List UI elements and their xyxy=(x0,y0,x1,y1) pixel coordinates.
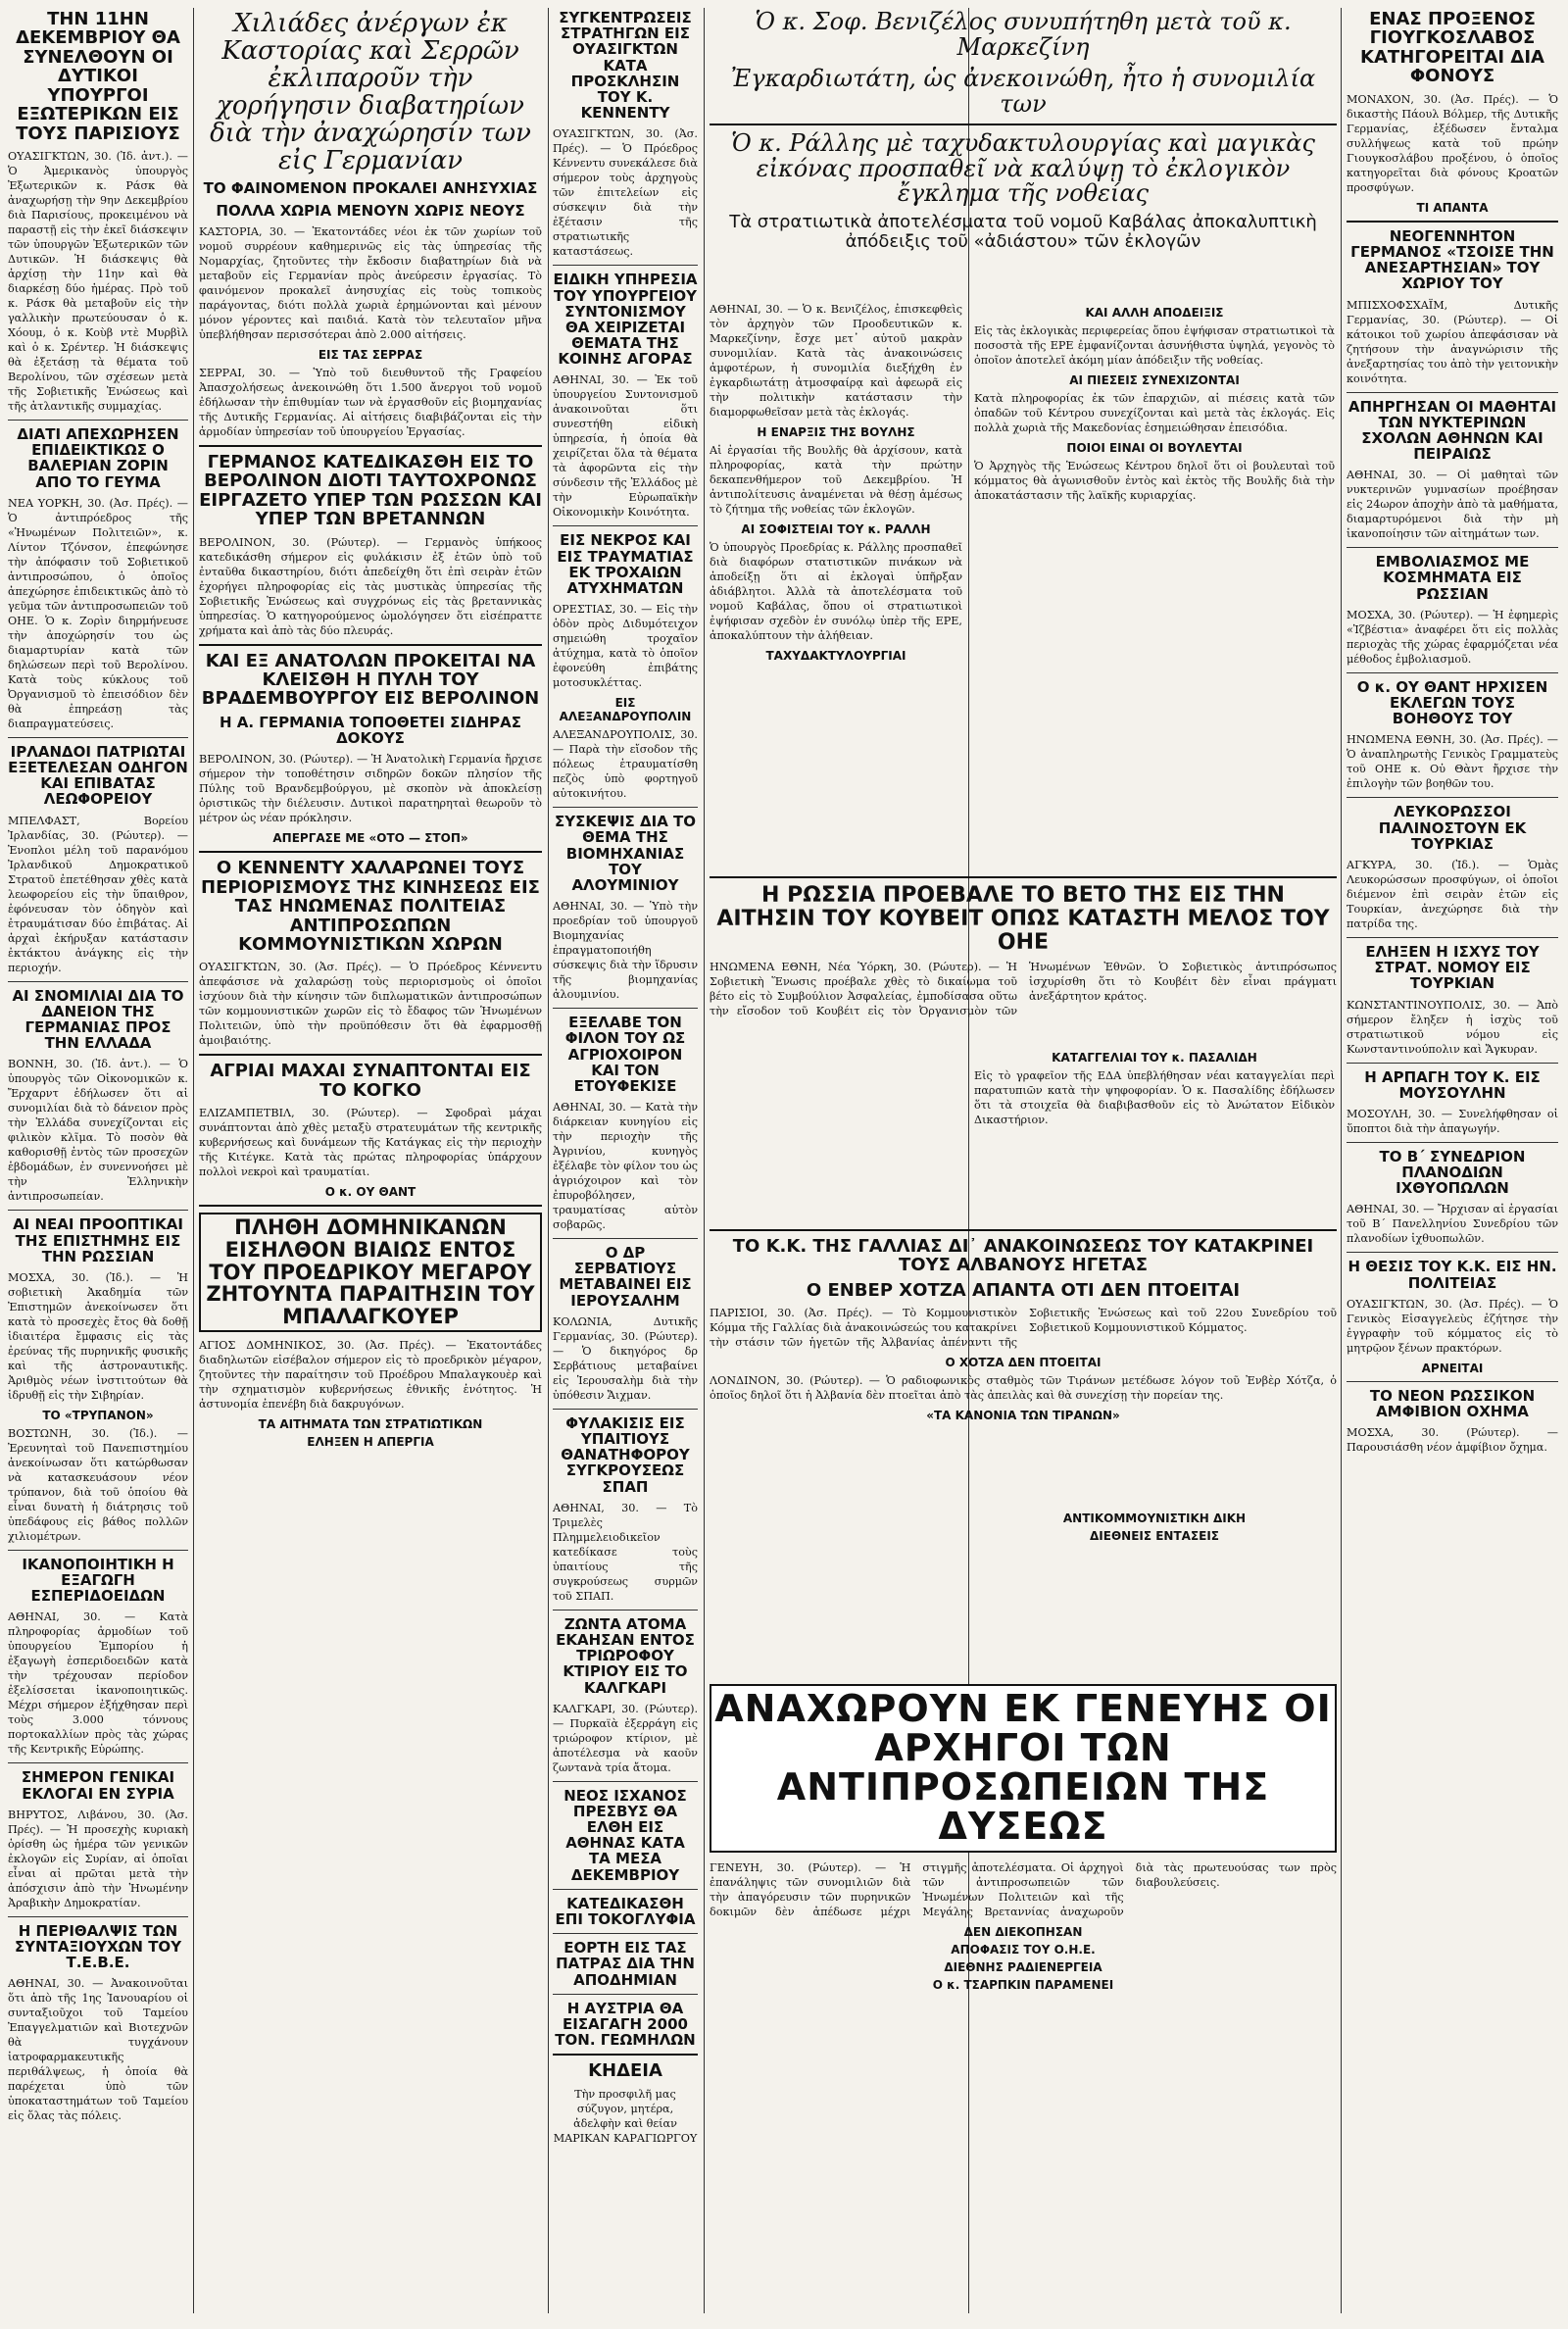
column-rule xyxy=(704,8,705,2313)
headline: ΕΝΑΣ ΠΡΟΞΕΝΟΣ ΓΙΟΥΓΚΟΣΛΑΒΟΣ ΚΑΤΗΓΟΡΕΙΤΑΙ ΔΙΑ ΦΟΝΟΥΣ xyxy=(1360,9,1544,87)
article-body: ΛΟΝΔΙΝΟΝ, 30. (Ρώυτερ). — Ὁ ραδιοφωνικὸς σταθμὸς τῶν Τιράνων μετέδωσε λόγον τοῦ Ἐνβὲρ Χότζα, ὁ ὁποῖος δηλοῖ ὅτι ἡ Ἀλβανία δὲν πτοεῖται ἀπὸ τὰς ἀπειλὰς καὶ θὰ συνεχίσῃ τὴν πορείαν της. xyxy=(710,1374,1337,1403)
column-6 xyxy=(1347,8,1558,2313)
column-3 xyxy=(553,8,698,2313)
article-body: ΜΠΙΣΧΟΦΣΧΑΪΜ, Δυτικῆς Γερμανίας, 30. (Ρώυτερ). — Οἱ κάτοικοι τοῦ χωρίου ἀπεφάσισαν νὰ ζητήσουν τὴν ἀναγνώρισιν τῆς ἀνεξαρτησίας του ἀπὸ τὴν γειτονικὴν κοινότητα. xyxy=(1347,298,1558,385)
headline: ΕΙΣ ΝΕΚΡΟΣ ΚΑΙ ΕΙΣ ΤΡΑΥΜΑΤΙΑΣ ΕΚ ΤΡΟΧΑΙΩΝ ΑΤΥΧΗΜΑΤΩΝ xyxy=(557,531,694,597)
article-body: Αἱ ἐργασίαι τῆς Βουλῆς θὰ ἀρχίσουν, κατὰ πληροφορίας, κατὰ τὴν πρώτην δεκαπενθήμερον τοῦ Δεκεμβρίου. Ἡ ἀντιπολίτευσις ἀναμένεται νὰ θέσῃ ἀμέσως τὸ ζήτημα τῆς νοθείας τῶν ἐκλογῶν. xyxy=(710,444,962,516)
subheading: ΠΟΙΟΙ ΕΙΝΑΙ ΟΙ ΒΟΥΛΕΥΤΑΙ xyxy=(1066,441,1243,455)
article-body: ΑΛΕΞΑΝΔΡΟΥΠΟΛΙΣ, 30. — Παρὰ τὴν εἴσοδον τῆς πόλεως ἐτραυματίσθη πεζὸς ὑπὸ φορτηγοῦ αὐτοκινήτου. xyxy=(553,728,698,801)
headline: ΔΙΑΤΙ ΑΠΕΧΩΡΗΣΕΝ ΕΠΙΔΕΙΚΤΙΚΩΣ Ο ΒΑΛΕΡΙΑΝ ΖΟΡΙΝ ΑΠΟ ΤΟ ΓΕΥΜΑ xyxy=(17,425,179,491)
article-body: ΟΥΑΣΙΓΚΤΩΝ, 30. (Ἀσ. Πρές). — Ὁ Πρόεδρος Κέννεντυ ἀπεφάσισε νὰ χαλαρώσῃ τοὺς περιορισμοὺς οἱ ὁποῖοι ἰσχύουν διὰ τὴν κίνησιν τῶν διπλωματικῶν ἀντιπροσώπων τῶν κομμουνιστικῶν χωρῶν εἰς τὸ ἔδαφος τῶν Ἡνωμένων Πολιτειῶν, ὑπὸ τὴν προϋπόθεσιν ὅτι θὰ ἐφαρμοσθῇ ἀμοιβαιότης. xyxy=(199,961,542,1048)
article-body: ΒΕΡΟΛΙΝΟΝ, 30. (Ρώυτερ). — Γερμανὸς ὑπήκοος κατεδικάσθη σήμερον εἰς φυλάκισιν ἐξ ἐτῶν ὑπὸ τοῦ ἐνταῦθα δικαστηρίου, διότι ἀπεδείχθη ὅτι ἐπὶ σειρὰν ἐτῶν ἐχορήγει πληροφορίας εἰς τὰς μυστικὰς ὑπηρεσίας τῆς Σοβιετικῆς Ἑνώσεως καὶ συγχρόνως εἰς τὰς βρεταννικὰς ὑπηρεσίας. Ὁ κατηγορούμενος ὡμολόγησεν ὅτι εἰσέπραττε χρήματα καὶ ἀπὸ τὰς δύο πλευράς. xyxy=(199,535,542,637)
article-body: ΑΘΗΝΑΙ, 30. — Ἤρχισαν αἱ ἐργασίαι τοῦ Β΄ Πανελληνίου Συνεδρίου τῶν πλανοδίων ἰχθυοπωλῶν. xyxy=(1347,1203,1558,1246)
article-body: ΟΥΑΣΙΓΚΤΩΝ, 30. (Ἰδ. ἀντ.). — Ὁ Ἀμερικανὸς ὑπουργὸς Ἐξωτερικῶν κ. Ράσκ θὰ ἀναχωρήσῃ τὴν 9ην Δεκεμβρίου διὰ Παρισίους, προκειμένου νὰ παραστῇ εἰς τὴν ἐκεῖ διάσκεψιν τῶν ὑπουργῶν Ἐξωτερικῶν τῶν Δυτικῶν. Ἡ διάσκεψις θὰ ἀρχίσῃ τὴν 11ην καὶ θὰ διαρκέσῃ δύο ἡμέρας. Πρὸ τοῦ κ. Ράσκ θὰ μεταβοῦν εἰς τὴν γαλλικὴν πρωτεύουσαν ὁ κ. Χόουμ, ὁ κ. Κοὺβ ντὲ Μυρβὶλ καὶ ὁ κ. Σρέντερ. Ἡ διάσκεψις θὰ ἐξετάσῃ τὰ θέματα τοῦ Βερολίνου, τῶν σχέσεων μετὰ τῆς Σοβιετικῆς Ἑνώσεως καὶ τῆς ἀτλαντικῆς συμμαχίας. xyxy=(8,150,188,414)
headline: Η ΠΕΡΙΘΑΛΨΙΣ ΤΩΝ ΣΥΝΤΑΞΙΟΥΧΩΝ ΤΟΥ Τ.Ε.Β.Ε. xyxy=(14,1921,182,1972)
headline: ΚΑΙ ΕΞ ΑΝΑΤΟΛΩΝ ΠΡΟΚΕΙΤΑΙ ΝΑ ΚΛΕΙΣΘΗ Η ΠΥΛΗ ΤΟΥ ΒΡΑΔΕΜΒΟΥΡΓΟΥ ΕΙΣ ΒΕΡΟΛΙΝΟΝ xyxy=(201,650,540,710)
article-body: ΑΓΙΟΣ ΔΟΜΗΝΙΚΟΣ, 30. (Ἀσ. Πρές). — Ἐκατοντάδες διαδηλωτῶν εἰσέβαλον σήμερον εἰς τὸ προεδρικὸν μέγαρον, ζητοῦντες τὴν παραίτησιν τοῦ Προέδρου Μπαλαγκουὲρ καὶ τὴν σχηματισμὸν κυβερνήσεως ἐθνικῆς ἑνότητος. Ἡ ἀστυνομία ἐπενέβη διὰ δακρυγόνων. xyxy=(199,1338,542,1411)
headline: ΕΟΡΤΗ ΕΙΣ ΤΑΣ ΠΑΤΡΑΣ ΔΙΑ ΤΗΝ ΑΠΟΔΗΜΙΑΝ xyxy=(556,1939,695,1989)
article-body: ΑΘΗΝΑΙ, 30. — Ὁ κ. Βενιζέλος, ἐπισκεφθεὶς τὸν ἀρχηγὸν τῶν Προοδευτικῶν κ. Μαρκεζίνην, ἔσχε μετ᾽ αὐτοῦ μακρὰν συνομιλίαν. Κατὰ τὰς ἀνακοινώσεις ἀμφοτέρων, ἡ συνομιλία διεξήχθη ἐν ἐγκαρδιωτάτῃ ἀτμοσφαίρᾳ καὶ ἀφεωρᾶ εἰς τὴν πολιτικὴν κατάστασιν τὴν διαμορφωθεῖσαν μετὰ τὰς ἐκλογάς. xyxy=(710,303,962,419)
headline: ΙΚΑΝΟΠΟΙΗΤΙΚΗ Η ΕΞΑΓΩΓΗ ΕΣΠΕΡΙΔΟΕΙΔΩΝ xyxy=(22,1555,174,1606)
geneva-spread xyxy=(710,1684,1337,2313)
headline: ΑΠΗΡΓΗΣΑΝ ΟΙ ΜΑΘΗΤΑΙ ΤΩΝ ΝΥΚΤΕΡΙΝΩΝ ΣΧΟΛΩΝ ΑΘΗΝΩΝ ΚΑΙ ΠΕΙΡΑΙΩΣ xyxy=(1348,397,1557,464)
column-rule xyxy=(193,8,194,2313)
subheading: ΕΙΣ ΤΑΣ ΣΕΡΡΑΣ xyxy=(318,347,423,362)
article-body: ΒΟΝΝΗ, 30. (Ἰδ. ἀντ.). — Ὁ ὑπουργὸς τῶν Οἰκονομικῶν κ. Ἔρχαρντ ἐδήλωσεν ὅτι αἱ συνομιλίαι διὰ τὸ δάνειον πρὸς τὴν Ἑλλάδα συνεχίζονται εἰς φιλικὸν κλῖμα. Τὸ ποσὸν θὰ καθορισθῇ ἐντὸς τῶν προσεχῶν ἑβδομάδων, ἐν συνεννοήσει μὲ τὴν Ἑλληνικὴν ἀντιπροσωπείαν. xyxy=(8,1058,188,1204)
article-body: ΝΕΑ ΥΟΡΚΗ, 30. (Ἀσ. Πρές). — Ὁ ἀντιπρόεδρος τῆς «Ἡνωμένων Πολιτειῶν», κ. Λίντον Τζόνσον, ἐπεφώνησε τὴν ἀπόφασιν τοῦ Σοβιετικοῦ ἀντιπροσώπου, ὁ ὁποῖος ἀπεχώρησε ἐπιδεικτικῶς ἀπὸ τὸ γεῦμα τῶν ἀντιπροσωπειῶν τοῦ ΟΗΕ. Ὁ κ. Ζορὶν διηρμήνευσε τὴν ἀποχώρησίν του ὡς διαμαρτυρίαν κατὰ τῶν δηλώσεων περὶ τοῦ Βερολίνου. Κατὰ τοὺς κύκλους τοῦ Ὀργανισμοῦ τὸ ἐπεισόδιον δὲν θὰ ἐπηρεάσῃ τὰς διαπραγματεύσεις. xyxy=(8,496,188,730)
headline: Χιλιάδες ἀνέργων ἐκ Καστορίας καὶ Σερρῶν ἐκλιπαροῦν τὴν χορήγησιν διαβατηρίων διὰ τὴν ἀναχώρησίν των εἰς Γερμανίαν xyxy=(210,9,531,176)
article-body: Ὁ Ἀρχηγὸς τῆς Ἑνώσεως Κέντρου δηλοῖ ὅτι οἱ βουλευταὶ τοῦ κόμματος θὰ ἀγωνισθοῦν ἐντὸς καὶ ἐκτὸς τῆς Βουλῆς διὰ τὴν ἀποκατάστασιν τῆς λαϊκῆς κυριαρχίας. xyxy=(974,460,1335,502)
article-body: ΜΟΣΧΑ, 30. (Ρώυτερ). — Παρουσιάσθη νέον ἀμφίβιον ὄχημα. xyxy=(1347,1426,1558,1455)
headline: ΑΙ ΣΝΟΜΙΛΙΑΙ ΔΙΑ ΤΟ ΔΑΝΕΙΟΝ ΤΗΣ ΓΕΡΜΑΝΙΑΣ ΠΡΟΣ ΤΗΝ ΕΛΛΑΔΑ xyxy=(12,986,184,1053)
article-body: Εἰς τὰς ἐκλογικὰς περιφερείας ὅπου ἐψήφισαν στρατιωτικοὶ τὰ ποσοστὰ τῆς ΕΡΕ ἐμφανίζονται ἀσυνήθιστα ὑψηλά, γεγονὸς τὸ ὁποῖον ἀποτελεῖ ἀκόμη μίαν ἀπόδειξιν τῆς νοθείας. xyxy=(974,324,1335,367)
article-body: ΒΟΣΤΩΝΗ, 30. (Ἰδ.). — Ἐρευνηταὶ τοῦ Πανεπιστημίου ἀνεκοίνωσαν ὅτι κατώρθωσαν νὰ κατασκευάσουν νέον τρύπανον, διὰ τοῦ ὁποίου θὰ εἶναι δυνατὴ ἡ διάτρησις τοῦ ὑπεδάφους εἰς βάθος πολλῶν χιλιομέτρων. xyxy=(8,1426,188,1543)
subheading: ΑΡΝΕΙΤΑΙ xyxy=(1421,1361,1484,1375)
article-body: ΑΘΗΝΑΙ, 30. — Ὑπὸ τὴν προεδρίαν τοῦ ὑπουργοῦ Βιομηχανίας ἐπραγματοποιήθη σύσκεψις διὰ τὴν ἵδρυσιν τῆς βιομηχανίας ἀλουμινίου. xyxy=(553,900,698,1002)
article-body: ΣΕΡΡΑΙ, 30. — Ὑπὸ τοῦ διευθυντοῦ τῆς Γραφείου Ἀπασχολήσεως ἀνεκοινώθη ὅτι 1.500 ἄνεργοι τοῦ νομοῦ ἐδήλωσαν τὴν ἐπιθυμίαν των νὰ ἐργασθοῦν εἰς βιομηχανίας τῆς Δυτικῆς Γερμανίας. Αἱ αἰτήσεις διαβιβάζονται εἰς τὴν ἁρμοδίαν ὑπηρεσίαν τοῦ ὑπουργείου Ἐργασίας. xyxy=(199,366,542,438)
article-body: ΟΡΕΣΤΙΑΣ, 30. — Εἰς τὴν ὁδὸν πρὸς Διδυμότειχον σημειώθη τροχαῖον ἀτύχημα, κατὰ τὸ ὁποῖον ἐφονεύθη ἐπιβάτης μοτοσυκλέττας. xyxy=(553,603,698,690)
article-body: ΗΝΩΜΕΝΑ ΕΘΝΗ, Νέα Ὑόρκη, 30. (Ρώυτερ). — Ἡ Σοβιετικὴ Ἕνωσις προέβαλε χθὲς τὸ δικαίωμα τοῦ βέτο εἰς τὸ Συμβούλιον Ἀσφαλείας, ἐμποδίσασα οὕτω τὴν εἴσοδον τοῦ Κουβέιτ εἰς τὸν Ὀργανισμὸν τῶν Ἡνωμένων Ἐθνῶν. Ὁ Σοβιετικὸς ἀντιπρόσωπος ἰσχυρίσθη ὅτι τὸ Κουβέιτ δὲν εἶναι πράγματι ἀνεξάρτητον κράτος. xyxy=(710,961,1337,1018)
subheadline: ΠΟΛΛΑ ΧΩΡΙΑ ΜΕΝΟΥΝ ΧΩΡΙΣ ΝΕΟΥΣ xyxy=(216,201,525,220)
subheading: ΔΕΝ ΔΙΕΚΟΠΗΣΑΝ xyxy=(963,1924,1083,1939)
article-body: ΜΟΣΟΥΛΗ, 30. — Συνελήφθησαν οἱ ὕποπτοι διὰ τὴν ἀπαγωγήν. xyxy=(1347,1107,1558,1135)
kuwait-spread xyxy=(710,870,1337,1027)
column-2 xyxy=(199,8,542,2313)
column-rule xyxy=(1341,8,1342,2313)
article-body: ΗΝΩΜΕΝΑ ΕΘΝΗ, 30. (Ἀσ. Πρές). — Ὁ ἀναπληρωτὴς Γενικὸς Γραμματεὺς τοῦ ΟΗΕ κ. Οὐ Θὰντ ἤρχισε τὴν ἐπιλογὴν τῶν βοηθῶν του. xyxy=(1347,733,1558,791)
article-body: ΑΓΚΥΡΑ, 30. (Ἰδ.). — Ὁμὰς Λευκορώσσων προσφύγων, οἱ ὁποῖοι διέμενον ἐπὶ σειρὰν ἐτῶν εἰς Τουρκίαν, ἀνεχώρησε διὰ τὴν πατρίδα της. xyxy=(1347,858,1558,930)
headline: ΖΩΝΤΑ ΑΤΟΜΑ ΕΚΑΗΣΑΝ ΕΝΤΟΣ ΤΡΙΩΡΟΦΟΥ ΚΤΙΡΙΟΥ ΕΙΣ ΤΟ ΚΑΛΓΚΑΡΙ xyxy=(556,1614,695,1697)
subheading: ΤΙ ΑΠΑΝΤΑ xyxy=(1416,200,1489,215)
subheading: ΑΙ ΣΟΦΙΣΤΕΙΑΙ ΤΟΥ κ. ΡΑΛΛΗ xyxy=(741,522,931,536)
headline: Η ΑΥΣΤΡΙΑ ΘΑ ΕΙΣΑΓΑΓΗ 2000 ΤΟΝ. ΓΕΩΜΗΛΩΝ xyxy=(555,1999,696,2050)
subheading: ΑΙ ΠΙΕΣΕΙΣ ΣΥΝΕΧΙΖΟΝΤΑΙ xyxy=(1069,373,1240,387)
article-body: ΚΟΛΩΝΙΑ, Δυτικῆς Γερμανίας, 30. (Ρώυτερ). — Ὁ δικηγόρος δρ Σερβάτιους μεταβαίνει εἰς Ἱερουσαλὴμ διὰ τὴν ὑπόθεσιν Ἄιχμαν. xyxy=(553,1314,698,1402)
column-rule xyxy=(548,8,549,2313)
article-body: ΜΟΝΑΧΟΝ, 30. (Ἀσ. Πρές). — Ὁ δικαστὴς Πάουλ Βόλμερ, τῆς Δυτικῆς Γερμανίας, ἐξέδωσεν ἔνταλμα συλλήψεως κατὰ τοῦ πρώην Γιουγκοσλάβου προξένου, ὁ ὁποῖος κατηγορεῖται διὰ φόνους Κροατῶν προσφύγων. xyxy=(1347,92,1558,194)
subheading: ΤΑΧΥΔΑΚΤΥΛΟΥΡΓΙΑΙ xyxy=(765,649,906,663)
article-body: ΟΥΑΣΙΓΚΤΩΝ, 30. (Ἀσ. Πρές). — Ὁ Πρόεδρος Κέννεντυ συνεκάλεσε διὰ σήμερον τοὺς ἀρχηγοὺς τῶν ἐπιτελείων εἰς σύσκεψιν διὰ τὴν ἐξέτασιν τῆς στρατιωτικῆς καταστάσεως. xyxy=(553,127,698,259)
subheading: ΚΑΙ ΑΛΛΗ ΑΠΟΔΕΙΞΙΣ xyxy=(1085,306,1224,320)
newspaper-page xyxy=(8,8,1560,2313)
headline: Ὁ κ. Ράλλης μὲ ταχυδακτυλουργίας καὶ μαγικὰς εἰκόνας προσπαθεῖ νὰ καλύψῃ τὸ ἐκλογικὸν ἔγκλημα τῆς νοθείας xyxy=(731,128,1315,208)
subheading: ΕΛΗΞΕΝ Η ΑΠΕΡΓΙΑ xyxy=(307,1434,434,1449)
headline: Η ΑΡΠΑΓΗ ΤΟΥ Κ. ΕΙΣ ΜΟΥΣΟΥΛΗΝ xyxy=(1364,1067,1541,1102)
headline: ΑΓΡΙΑΙ ΜΑΧΑΙ ΣΥΝΑΠΤΟΝΤΑΙ ΕΙΣ ΤΟ ΚΟΓΚΟ xyxy=(210,1061,531,1101)
banner-headline: ΑΝΑΧΩΡΟΥΝ ΕΚ ΓΕΝΕΥΗΣ ΟΙ ΑΡΧΗΓΟΙ ΤΩΝ ΑΝΤΙΠΡΟΣΩΠΕΙΩΝ ΤΗΣ ΔΥΣΕΩΣ xyxy=(710,1684,1337,1853)
subheadline: Ο ΕΝΒΕΡ ΧΟΤΖΑ ΑΠΑΝΤΑ ΟΤΙ ΔΕΝ ΠΤΟΕΙΤΑΙ xyxy=(806,1279,1241,1301)
subheading: ΔΙΕΘΝΕΙΣ ΕΝΤΑΣΕΙΣ xyxy=(1090,1529,1219,1543)
subheading: ΤΟ «ΤΡΥΠΑΝΟΝ» xyxy=(42,1408,154,1422)
headline: Ο ΔΡ ΣΕΡΒΑΤΙΟΥΣ ΜΕΤΑΒΑΙΝΕΙ ΕΙΣ ΙΕΡΟΥΣΑΛΗΜ xyxy=(559,1244,692,1310)
headline: ΑΙ ΝΕΑΙ ΠΡΟΟΠΤΙΚΑΙ ΤΗΣ ΕΠΙΣΤΗΜΗΣ ΕΙΣ ΤΗΝ ΡΩΣΣΙΑΝ xyxy=(13,1215,183,1265)
headline: ΝΕΟΣ ΙΣΧΑΝΟΣ ΠΡΕΣΒΥΣ ΘΑ ΕΛΘΗ ΕΙΣ ΑΘΗΝΑΣ ΚΑΤΑ ΤΑ ΜΕΣΑ ΔΕΚΕΜΒΡΙΟΥ xyxy=(564,1786,687,1884)
headline: ΕΜΒΟΛΙΑΣΜΟΣ ΜΕ ΚΟΣΜΗΜΑΤΑ ΕΙΣ ΡΩΣΣΙΑΝ xyxy=(1375,553,1530,603)
article-body: ΑΘΗΝΑΙ, 30. — Κατὰ τὴν διάρκειαν κυνηγίου εἰς τὴν περιοχὴν τῆς Ἀγρινίου, κυνηγὸς ἐξέλαβε τὸν φίλον του ὡς ἀγριόχοιρον καὶ τὸν ἐπυροβόλησεν, τραυματίσας αὐτὸν σοβαρῶς. xyxy=(553,1101,698,1232)
subheading: Ο κ. ΤΣΑΡΠΚΙΝ ΠΑΡΑΜΕΝΕΙ xyxy=(932,1977,1114,1992)
article-body: ΑΘΗΝΑΙ, 30. — Ἐκ τοῦ ὑπουργείου Συντονισμοῦ ἀνακοινοῦται ὅτι συνεστήθη εἰδικὴ ὑπηρεσία, ἡ ὁποία θὰ χειρίζεται ὅλα τὰ θέματα τὰ ἀφορῶντα εἰς τὴν σύνδεσιν τῆς Ἑλλάδος μὲ τὴν Εὐρωπαϊκὴν Οἰκονομικὴν Κοινότητα. xyxy=(553,373,698,520)
article-body: ΜΟΣΧΑ, 30. (Ἰδ.). — Ἡ σοβιετικὴ Ἀκαδημία τῶν Ἐπιστημῶν ἀνεκοίνωσεν ὅτι κατὰ τὸ προσεχὲς ἔτος θὰ δοθῇ ἰδιαιτέρα ἔμφασις εἰς τὰς ἐρεύνας τῆς πυρηνικῆς φυσικῆς καὶ τῆς ἀστροναυτικῆς. Ἀριθμὸς νέων ἰνστιτούτων θὰ ἱδρυθῇ εἰς τὴν Σιβηρίαν. xyxy=(8,1270,188,1402)
article-body: Εἰς τὸ γραφεῖον τῆς ΕΔΑ ὑπεβλήθησαν νέαι καταγγελίαι περὶ παρατυπιῶν κατὰ τὴν ψηφοφορίαν. Ὁ κ. Πασαλίδης ἐδήλωσεν ὅτι τὰ στοιχεῖα θὰ διαβιβασθοῦν εἰς τὸ Ἀνώτατον Εἰδικὸν Δικαστήριον. xyxy=(974,1069,1335,1126)
headline: ΤΟ Β΄ ΣΥΝΕΔΡΙΟΝ ΠΛΑΝΟΔΙΩΝ ΙΧΘΥΟΠΩΛΩΝ xyxy=(1379,1147,1526,1198)
headline: ΕΞΕΛΑΒΕ ΤΟΝ ΦΙΛΟΝ ΤΟΥ ΩΣ ΑΓΡΙΟΧΟΙΡΟΝ ΚΑΙ ΤΟΝ ΕΤΟΥΦΕΚΙΣΕ xyxy=(564,1014,686,1095)
article-body: ΚΑΣΤΟΡΙΑ, 30. — Ἐκατοντάδες νέοι ἐκ τῶν χωρίων τοῦ νομοῦ συρρέουν καθημερινῶς εἰς τὰς ὑπηρεσίας τῆς Νομαρχίας, ζητοῦντες τὴν ἔκδοσιν διαβατηρίων διὰ νὰ μεταβοῦν εἰς Γερμανίαν πρὸς ἀνεύρεσιν ἐργασίας. Τὸ φαινόμενον προκαλεῖ ἀνησυχίας εἰς τοὺς τοπικοὺς παράγοντας, διότι πολλὰ χωριὰ ἐρημώνονται καὶ μένουν μόνον γέροντες καὶ παιδιά. Κατὰ τὸν τελευταῖον μῆνα ὑπεβλήθησαν περισσότεραι ἀπὸ 2.000 αἰτήσεις. xyxy=(199,224,542,341)
headline: ΙΡΛΑΝΔΟΙ ΠΑΤΡΙΩΤΑΙ ΕΞΕΤΕΛΕΣΑΝ ΟΔΗΓΟΝ ΚΑΙ ΕΠΙΒΑΤΑΣ ΛΕΩΦΟΡΕΙΟΥ xyxy=(8,742,188,809)
headline: Ο κ. ΟΥ ΘΑΝΤ ΗΡΧΙΣΕΝ ΕΚΛΕΓΩΝ ΤΟΥΣ ΒΟΗΘΟΥΣ ΤΟΥ xyxy=(1356,677,1548,728)
article-body: ΒΕΡΟΛΙΝΟΝ, 30. (Ρώυτερ). — Ἡ Ἀνατολικὴ Γερμανία ἤρχισε σήμερον τὴν τοποθέτησιν σιδηρῶν δοκῶν πλησίον τῆς Πύλης τοῦ Βρανδεμβούργου, μὲ σκοπὸν νὰ ἀποκλείσῃ ὁριστικῶς τὴν διέλευσιν. Δυτικοὶ παρατηρηταὶ θεωροῦν τὸ μέτρον ὡς νέαν πρόκλησιν. xyxy=(199,753,542,825)
headline: ΤΗΝ 11ΗΝ ΔΕΚΕΜΒΡΙΟΥ ΘΑ ΣΥΝΕΛΘΟΥΝ ΟΙ ΔΥΤΙΚΟΙ ΥΠΟΥΡΓΟΙ ΕΞΩΤΕΡΙΚΩΝ ΕΙΣ ΤΟΥΣ ΠΑΡΙΣΙΟΥΣ xyxy=(16,9,180,144)
headline: ΓΕΡΜΑΝΟΣ ΚΑΤΕΔΙΚΑΣΘΗ ΕΙΣ ΤΟ ΒΕΡΟΛΙΝΟΝ ΔΙΟΤΙ ΤΑΥΤΟΧΡΟΝΩΣ ΕΙΡΓΑΖΕΤΟ ΥΠΕΡ ΤΩΝ ΡΩΣΣΩΝ ΚΑΙ ΥΠΕΡ ΤΩΝ ΒΡΕΤΑΝΝΩΝ xyxy=(199,451,542,530)
headline: ΚΑΤΕΔΙΚΑΣΘΗ ΕΠΙ ΤΟΚΟΓΛΥΦΙΑ xyxy=(555,1894,696,1928)
headline: Ἐγκαρδιωτάτη, ὡς ἀνεκοινώθη, ἦτο ἡ συνομιλία των xyxy=(730,64,1316,118)
column-1 xyxy=(8,8,188,2313)
article-body: ΜΠΕΛΦΑΣΤ, Βορείου Ἰρλανδίας, 30. (Ρώυτερ). — Ἐνοπλοι μέλη τοῦ παρανόμου Ἰρλανδικοῦ Δημοκρατικοῦ Στρατοῦ ἐπετέθησαν χθὲς κατὰ λεωφορείου εἰς τὴν ὕπαιθρον, ἐφόνευσαν τὸν ὁδηγὸν καὶ ἐτραυμάτισαν δύο ἐπιβάτας. Αἱ ἀρχαὶ ἐκήρυξαν κατάστασιν ἐκτάκτου ἀνάγκης εἰς τὴν περιοχήν. xyxy=(8,814,188,974)
headline: ΠΛΗΘΗ ΔΟΜΗΝΙΚΑΝΩΝ ΕΙΣΗΛΘΟΝ ΒΙΑΙΩΣ ΕΝΤΟΣ ΤΟΥ ΠΡΟΕΔΡΙΚΟΥ ΜΕΓΑΡΟΥ ΖΗΤΟΥΝΤΑ ΠΑΡΑΙΤΗΣΙΝ ΤΟΥ ΜΠΑΛΑΓΚΟΥΕΡ xyxy=(199,1213,542,1331)
subheadline: ΤΟ ΦΑΙΝΟΜΕΝΟΝ ΠΡΟΚΑΛΕΙ ΑΝΗΣΥΧΙΑΣ xyxy=(203,179,538,198)
subheadline: Τὰ στρατιωτικὰ ἀποτελέσματα τοῦ νομοῦ Καβάλας ἀποκαλυπτικὴ ἀπόδειξις τοῦ «ἀδιάστου» τῶν ἐκλογῶν xyxy=(729,212,1317,252)
notice-body: Τὴν προσφιλῆ μας σύζυγον, μητέρα, ἀδελφὴν καὶ θείαν ΜΑΡΙΚΑΝ ΚΑΡΑΓΙΩΡΓΟΥ xyxy=(553,2087,698,2145)
subheadline: Η Α. ΓΕΡΜΑΝΙΑ ΤΟΠΟΘΕΤΕΙ ΣΙΔΗΡΑΣ ΔΟΚΟΥΣ xyxy=(219,713,521,748)
subheading: «ΤΑ ΚΑΝΟΝΙΑ ΤΩΝ ΤΙΡΑΝΩΝ» xyxy=(926,1409,1120,1423)
subheading: ΔΙΕΘΝΗΣ ΡΑΔΙΕΝΕΡΓΕΙΑ xyxy=(944,1959,1102,1974)
headline: ΣΥΓΚΕΝΤΡΩΣΕΙΣ ΣΤΡΑΤΗΓΩΝ ΕΙΣ ΟΥΑΣΙΓΚΤΩΝ ΚΑΤΑ ΠΡΟΣΚΛΗΣΙΝ ΤΟΥ Κ. ΚΕΝΝΕΝΤΥ xyxy=(559,9,692,123)
headline: ΚΗΔΕΙΑ xyxy=(588,2060,662,2082)
headline: Ο ΚΕΝΝΕΝΤΥ ΧΑΛΑΡΩΝΕΙ ΤΟΥΣ ΠΕΡΙΟΡΙΣΜΟΥΣ ΤΗΣ ΚΙΝΗΣΕΩΣ ΕΙΣ ΤΑΣ ΗΝΩΜΕΝΑΣ ΠΟΛΙΤΕΙΑΣ ΑΝΤΙΠΡΟΣΩΠΩΝ ΚΟΜΜΟΥΝΙΣΤΙΚΩΝ ΧΩΡΩΝ xyxy=(201,858,540,956)
headline: ΣΥΣΚΕΨΙΣ ΔΙΑ ΤΟ ΘΕΜΑ ΤΗΣ ΒΙΟΜΗΧΑΝΙΑΣ ΤΟΥ ΑΛΟΥΜΙΝΙΟΥ xyxy=(554,813,697,894)
headline: ΣΗΜΕΡΟΝ ΓΕΝΙΚΑΙ ΕΚΛΟΓΑΙ ΕΝ ΣΥΡΙΑ xyxy=(21,1768,175,1803)
article-body: Ὁ ὑπουργὸς Προεδρίας κ. Ράλλης προσπαθεῖ διὰ διαφόρων στατιστικῶν πινάκων νὰ ἀποδείξῃ ὅτι αἱ ἐκλογαὶ ὑπῆρξαν ἀδιάβλητοι. Ἀλλὰ τὰ ἀποτελέσματα τοῦ νομοῦ Καβάλας, ὅπου οἱ στρατιωτικοὶ ἐψήφισαν σχεδὸν ἐν συνόλῳ ὑπὲρ τῆς ΕΡΕ, ἀποκαλύπτουν τὴν ἀλήθειαν. xyxy=(710,541,962,642)
headline: Η ΡΩΣΣΙΑ ΠΡΟΕΒΑΛΕ ΤΟ ΒΕΤΟ ΤΗΣ ΕΙΣ ΤΗΝ ΑΙΤΗΣΙΝ ΤΟΥ ΚΟΥΒΕΙΤ ΟΠΩΣ ΚΑΤΑΣΤΗ ΜΕΛΟΣ ΤΟΥ ΟΗΕ xyxy=(716,883,1330,955)
subheading: Ο ΧΟΤΖΑ ΔΕΝ ΠΤΟΕΙΤΑΙ xyxy=(945,1356,1102,1370)
article-body: ΑΘΗΝΑΙ, 30. — Κατὰ πληροφορίας ἀρμοδίων τοῦ ὑπουργείου Ἐμπορίου ἡ ἐξαγωγὴ ἐσπεριδοειδῶν κατὰ τὴν τρέχουσαν περίοδον ἐξελίσσεται ἱκανοποιητικῶς. Μέχρι σήμερον ἐξήχθησαν περὶ τοὺς 3.000 τόννους πορτοκαλλίων πρὸς τὰς χώρας τῆς Κεντρικῆς Εὐρώπης. xyxy=(8,1610,188,1757)
column-5 xyxy=(974,302,1335,870)
article-body: Κατὰ πληροφορίας ἐκ τῶν ἐπαρχιῶν, αἱ πιέσεις κατὰ τῶν ὀπαδῶν τοῦ Κέντρου συνεχίζονται καὶ μετὰ τὰς ἐκλογάς. Εἰς πολλὰ χωριὰ τῆς Μακεδονίας ἐσημειώθησαν ἐπεισόδια. xyxy=(974,392,1335,434)
subheading: ΑΝΤΙΚΟΜΜΟΥΝΙΣΤΙΚΗ ΔΙΚΗ xyxy=(1062,1511,1247,1525)
article-body: ΓΕΝΕΥΗ, 30. (Ρώυτερ). — Ἡ ἐπανάληψις τῶν συνομιλιῶν διὰ τὴν ἀπαγόρευσιν τῶν πυρηνικῶν δοκιμῶν δὲν ἀπέδωσε μέχρι στιγμῆς ἀποτελέσματα. Οἱ ἀρχηγοὶ τῶν ἀντιπροσωπειῶν τῶν Ἡνωμένων Πολιτειῶν καὶ τῆς Μεγάλης Βρεταννίας ἀναχωροῦν διὰ τὰς πρωτευούσας των πρὸς διαβουλεύσεις. xyxy=(710,1860,1337,1918)
albania-spread xyxy=(710,1223,1337,1498)
article-body: ΑΘΗΝΑΙ, 30. — Ἀνακοινοῦται ὅτι ἀπὸ τῆς 1ης Ἰανουαρίου οἱ συνταξιοῦχοι τοῦ Ταμείου Ἐπαγγελματιῶν καὶ Βιοτεχνῶν θὰ τυγχάνουν ἰατροφαρμακευτικῆς περιθάλψεως, ἡ ὁποία θὰ παρέχεται ὑπὸ τῶν ὑποκαταστημάτων τοῦ Ταμείου εἰς ὅλας τὰς πόλεις. xyxy=(8,1977,188,2123)
article-body: ΠΑΡΙΣΙΟΙ, 30. (Ἀσ. Πρές). — Τὸ Κομμουνιστικὸν Κόμμα τῆς Γαλλίας διὰ ἀνακοινώσεώς του κατακρίνει τὴν στάσιν τῶν ἡγετῶν τῆς Ἀλβανίας ἀπέναντι τῆς Σοβιετικῆς Ἑνώσεως καὶ τοῦ 22ου Συνεδρίου τοῦ Σοβιετικοῦ Κομμουνιστικοῦ Κόμματος. xyxy=(710,1307,1337,1350)
headline: Η ΘΕΣΙΣ ΤΟΥ Κ.Κ. ΕΙΣ ΗΝ. ΠΟΛΙΤΕΙΑΣ xyxy=(1348,1258,1557,1292)
article-body: ΕΛΙΖΑΜΠΕΤΒΙΛ, 30. (Ρώυτερ). — Σφοδραὶ μάχαι συνάπτονται ἀπὸ χθὲς μεταξὺ στρατευμάτων τῆς κεντρικῆς κυβερνήσεως καὶ δυνάμεων τῆς Κατάγκας εἰς τὴν περιοχὴν τῆς Κιτέγκε. Κατὰ τὰς πρώτας πληροφορίας ὑπάρχουν πολλοὶ νεκροὶ καὶ τραυματίαι. xyxy=(199,1107,542,1179)
article-body: ΚΩΝΣΤΑΝΤΙΝΟΥΠΟΛΙΣ, 30. — Ἀπὸ σήμερον ἔληξεν ἡ ἰσχὺς τοῦ στρατιωτικοῦ νόμου εἰς Κωνσταντινούπολιν καὶ Ἄγκυραν. xyxy=(1347,998,1558,1056)
column-5b xyxy=(974,1047,1335,1223)
subheading: Ο κ. ΟΥ ΘΑΝΤ xyxy=(324,1185,416,1200)
subheading: ΕΙΣ ΑΛΕΞΑΝΔΡΟΥΠΟΛΙΝ xyxy=(559,696,692,724)
headline: ΤΟ ΝΕΟΝ ΡΩΣΣΙΚΟΝ ΑΜΦΙΒΙΟΝ ΟΧΗΜΑ xyxy=(1369,1386,1536,1420)
subheading: ΑΠΟΦΑΣΙΣ ΤΟΥ Ο.Η.Ε. xyxy=(951,1942,1096,1957)
subheading: Η ΕΝΑΡΞΙΣ ΤΗΣ ΒΟΥΛΗΣ xyxy=(757,425,915,439)
headline: ΕΛΗΞΕΝ Η ΙΣΧΥΣ ΤΟΥ ΣΤΡΑΤ. ΝΟΜΟΥ ΕΙΣ ΤΟΥΡΚΙΑΝ xyxy=(1365,942,1540,993)
top-spread xyxy=(710,8,1337,302)
headline: ΤΟ Κ.Κ. ΤΗΣ ΓΑΛΛΙΑΣ ΔΙ᾽ ΑΝΑΚΟΙΝΩΣΕΩΣ ΤΟΥ ΚΑΤΑΚΡΙΝΕΙ ΤΟΥΣ ΑΛΒΑΝΟΥΣ ΗΓΕΤΑΣ xyxy=(732,1236,1314,1276)
article-body: ΑΘΗΝΑΙ, 30. — Τὸ Τριμελὲς Πλημμελειοδικεῖον κατεδίκασε τοὺς ὑπαιτίους τῆς συγκρούσεως συρμῶν τοῦ ΣΠΑΠ. xyxy=(553,1501,698,1603)
article-body: ΑΘΗΝΑΙ, 30. — Οἱ μαθηταὶ τῶν νυκτερινῶν γυμνασίων προέβησαν εἰς 24ωρον ἀποχὴν ἀπὸ τὰ μαθήματα, διαμαρτυρόμενοι διὰ τὴν μὴ ἱκανοποίησιν τῶν αἰτημάτων των. xyxy=(1347,469,1558,541)
subheading: ΑΠΕΡΓΑΣΕ ΜΕ «ΟΤΟ — ΣΤΟΠ» xyxy=(272,831,468,846)
subheading: ΚΑΤΑΓΓΕΛΙΑΙ ΤΟΥ κ. ΠΑΣΑΛΙΔΗ xyxy=(1052,1051,1257,1065)
headline: ΦΥΛΑΚΙΣΙΣ ΕΙΣ ΥΠΑΙΤΙΟΥΣ ΘΑΝΑΤΗΦΟΡΟΥ ΣΥΓΚΡΟΥΣΕΩΣ ΣΠΑΠ xyxy=(561,1413,690,1496)
article-body: ΜΟΣΧΑ, 30. (Ρώυτερ). — Ἡ ἐφημερὶς «Ἰζβέστια» ἀναφέρει ὅτι εἰς πολλὰς περιοχὰς τῆς χώρας ἐφαρμόζεται νέα μέθοδος ἐμβολιασμοῦ. xyxy=(1347,608,1558,666)
headline: ΛΕΥΚΟΡΩΣΣΟΙ ΠΑΛΙΝΟΣΤΟΥΝ ΕΚ ΤΟΥΡΚΙΑΣ xyxy=(1378,803,1527,853)
article-body: ΒΗΡΥΤΟΣ, Λιβάνου, 30. (Ἀσ. Πρές). — Ἡ προσεχὴς κυριακὴ ὁρίσθη ὡς ἡμέρα τῶν γενικῶν ἐκλογῶν εἰς Συρίαν, αἱ ὁποῖαι εἶναι αἱ πρῶται μετὰ τὴν ἀπόσχισιν ἀπὸ τὴν Ἡνωμένην Ἀραβικὴν Δημοκρατίαν. xyxy=(8,1808,188,1909)
headline: ΝΕΟΓΕΝΝΗΤΟΝ ΓΕΡΜΑΝΟΣ «ΤΣΟΙΣΕ ΤΗΝ ΑΝΕΣΑΡΤΗΣΙΑΝ» ΤΟΥ ΧΩΡΙΟΥ ΤΟΥ xyxy=(1350,226,1554,293)
article-body: ΟΥΑΣΙΓΚΤΩΝ, 30. (Ἀσ. Πρές). — Ὁ Γενικὸς Εἰσαγγελεὺς ἐζήτησε τὴν ἐγγραφὴν τοῦ κόμματος εἰς τὸ μητρῷον ξένων πρακτόρων. xyxy=(1347,1297,1558,1355)
column-5c xyxy=(974,1508,1335,1664)
subheading: ΤΑ ΑΙΤΗΜΑΤΑ ΤΩΝ ΣΤΡΑΤΙΩΤΙΚΩΝ xyxy=(258,1416,483,1431)
headline: Ὁ κ. Σοφ. Βενιζέλος συνυπήτηθη μετὰ τοῦ κ. Μαρκεζίνη xyxy=(755,8,1292,61)
article-body: ΚΑΛΓΚΑΡΙ, 30. (Ρώυτερ). — Πυρκαϊὰ ἐξερράγη εἰς τριώροφον κτίριον, μὲ ἀποτέλεσμα νὰ καοῦν ζωντανὰ τρία ἄτομα. xyxy=(553,1702,698,1774)
headline: ΕΙΔΙΚΗ ΥΠΗΡΕΣΙΑ ΤΟΥ ΥΠΟΥΡΓΕΙΟΥ ΣΥΝΤΟΝΙΣΜΟΥ ΘΑ ΧΕΙΡΙΖΕΤΑΙ ΘΕΜΑΤΑ ΤΗΣ ΚΟΙΝΗΣ ΑΓΟΡΑΣ xyxy=(553,271,698,369)
